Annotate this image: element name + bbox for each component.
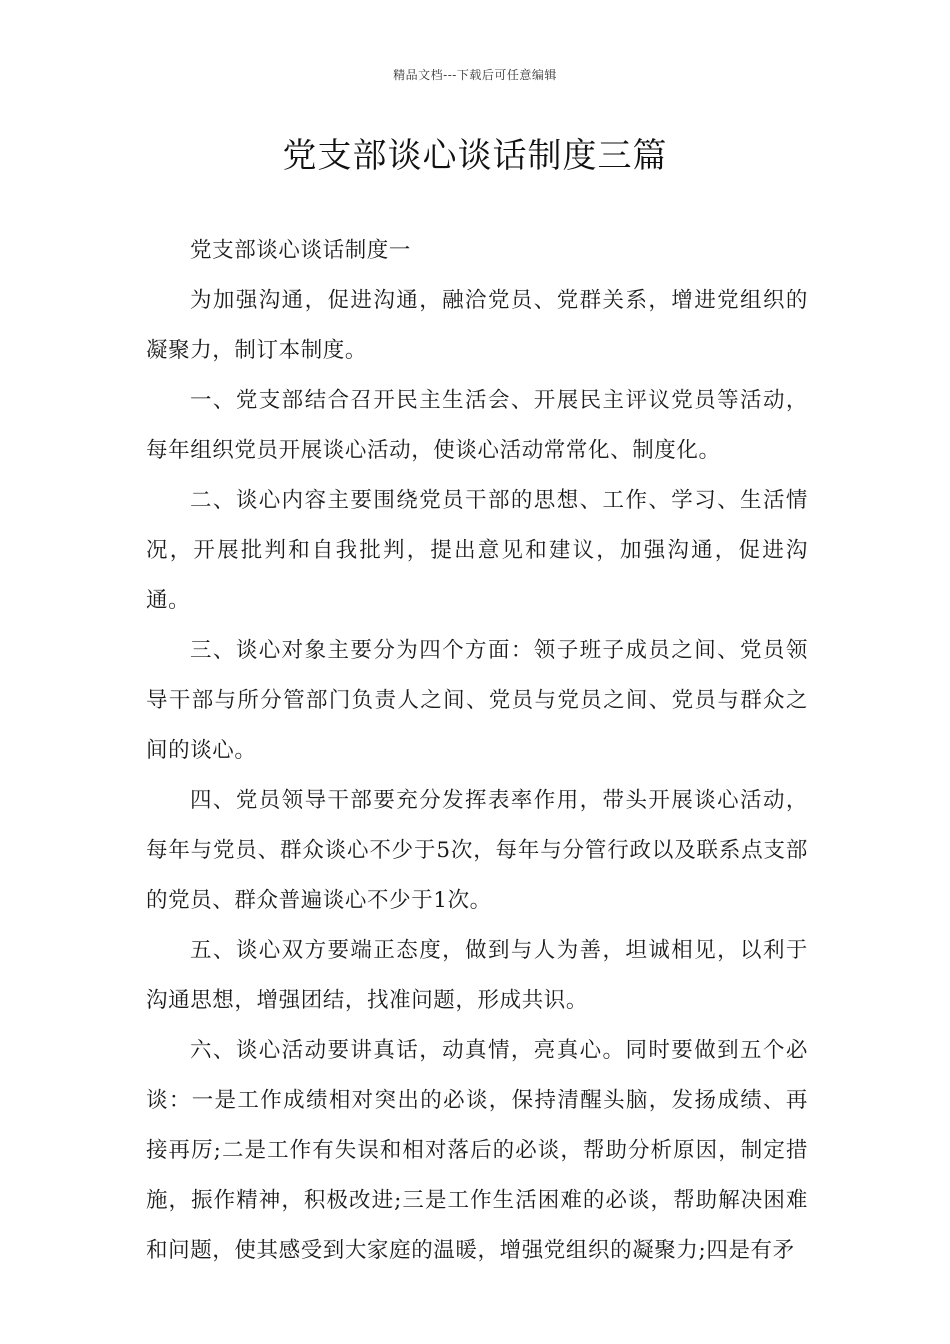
header-note: 精品文档---下载后可任意编辑	[393, 68, 557, 82]
paragraph-item-1: 一、党支部结合召开民主生活会、开展民主评议党员等活动，每年组织党员开展谈心活动，使谈心活动常常化、制度化。	[146, 388, 808, 463]
paragraph-item-4: 四、党员领导干部要充分发挥表率作用，带头开展谈心活动，每年与党员、群众谈心不少于5次，每年与分管行政以及联系点支部的党员、群众普遍谈心不少于1次。	[146, 788, 808, 913]
paragraph-intro: 为加强沟通，促进沟通，融洽党员、党群关系，增进党组织的凝聚力，制订本制度。	[146, 288, 808, 363]
paragraph-item-5: 五、谈心双方要端正态度，做到与人为善，坦诚相见，以利于沟通思想，增强团结，找准问题，形成共识。	[146, 938, 808, 1013]
document-body	[146, 226, 808, 1276]
paragraph-item-3: 三、谈心对象主要分为四个方面：领子班子成员之间、党员领导干部与所分管部门负责人之间、党员与党员之间、党员与群众之间的谈心。	[146, 638, 808, 763]
document-title: 党支部谈心谈话制度三篇	[282, 136, 668, 176]
paragraph-item-2: 二、谈心内容主要围绕党员干部的思想、工作、学习、生活情况，开展批判和自我批判，提出意见和建议，加强沟通，促进沟通。	[146, 488, 808, 613]
section-heading: 党支部谈心谈话制度一	[190, 238, 412, 263]
paragraph-item-6: 六、谈心活动要讲真话，动真情，亮真心。同时要做到五个必谈：一是工作成绩相对突出的必谈，保持清醒头脑，发扬成绩、再接再厉;二是工作有失误和相对落后的必谈，帮助分析原因，制定措施，振作精神，积极改进;三是工作生活困难的必谈，帮助解决困难和问题，使其感受到大家庭的温暖，增强党组织的凝聚力;四是有矛	[146, 1038, 808, 1263]
